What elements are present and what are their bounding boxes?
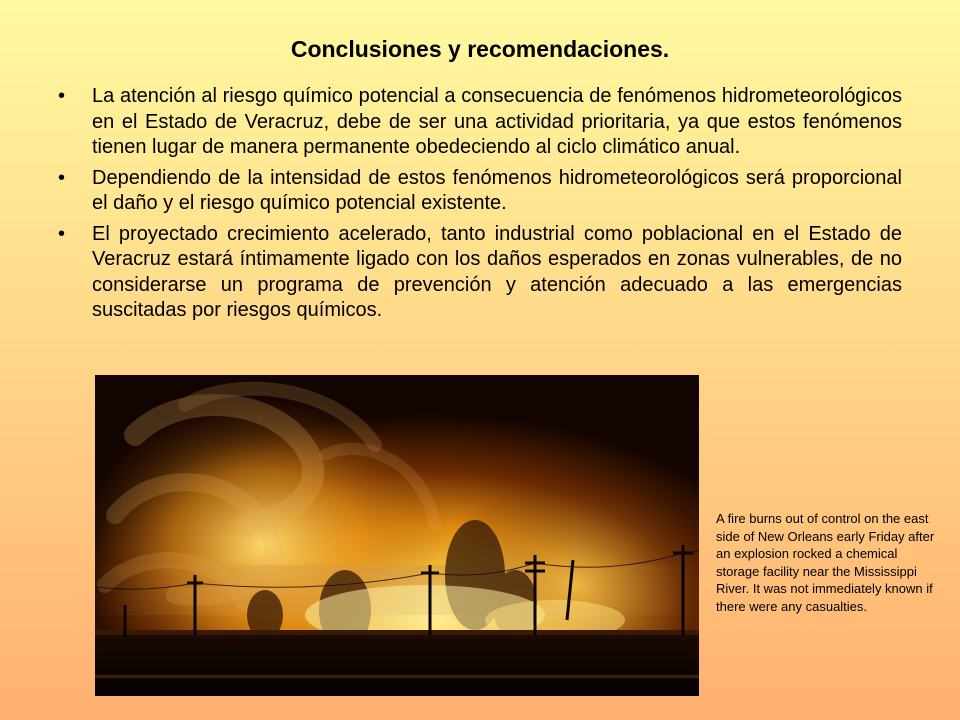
bullet-marker: • [58, 222, 66, 245]
slide-title: Conclusiones y recomendaciones. [290, 36, 670, 62]
bullet-item-2 [58, 166, 902, 217]
bullet-text-2: Dependiendo de la intensidad de estos fenómenos hidrometeorológicos será proporcional el daño y el riesgo químico potencial existente. [92, 166, 902, 214]
chemical-fire-photo [95, 375, 699, 696]
bullet-item-3 [58, 222, 902, 324]
bullet-text-3: El proyectado crecimiento acelerado, tanto industrial como poblacional en el Estado de Veracruz estará íntimamente ligado con los daños esperados en zonas vulnerables, de no considerarse un programa de prevención y atención adecuado a las emergencias suscitadas por riesgos químicos. [92, 222, 902, 321]
photo-caption: A fire burns out of control on the east side of New Orleans early Friday after an explosion rocked a chemical storage facility near the Mississippi River. It was not immediately known if there were any casualties. [716, 511, 935, 614]
bullet-item-1 [58, 84, 902, 161]
ground [95, 633, 699, 696]
bullet-marker: • [58, 166, 66, 189]
horizon-line [95, 630, 699, 635]
bullet-marker: • [58, 85, 66, 107]
bullet-list [58, 84, 902, 329]
road-reflection [95, 675, 699, 678]
bullet-text-1: La atención al riesgo químico potencial a consecuencia de fenómenos hidrometeorológicos en el Estado de Veracruz, debe de ser una actividad prioritaria, ya que estos fenómenos tienen lugar de manera permanente obedeciendo al ciclo climático anual. [92, 85, 902, 158]
